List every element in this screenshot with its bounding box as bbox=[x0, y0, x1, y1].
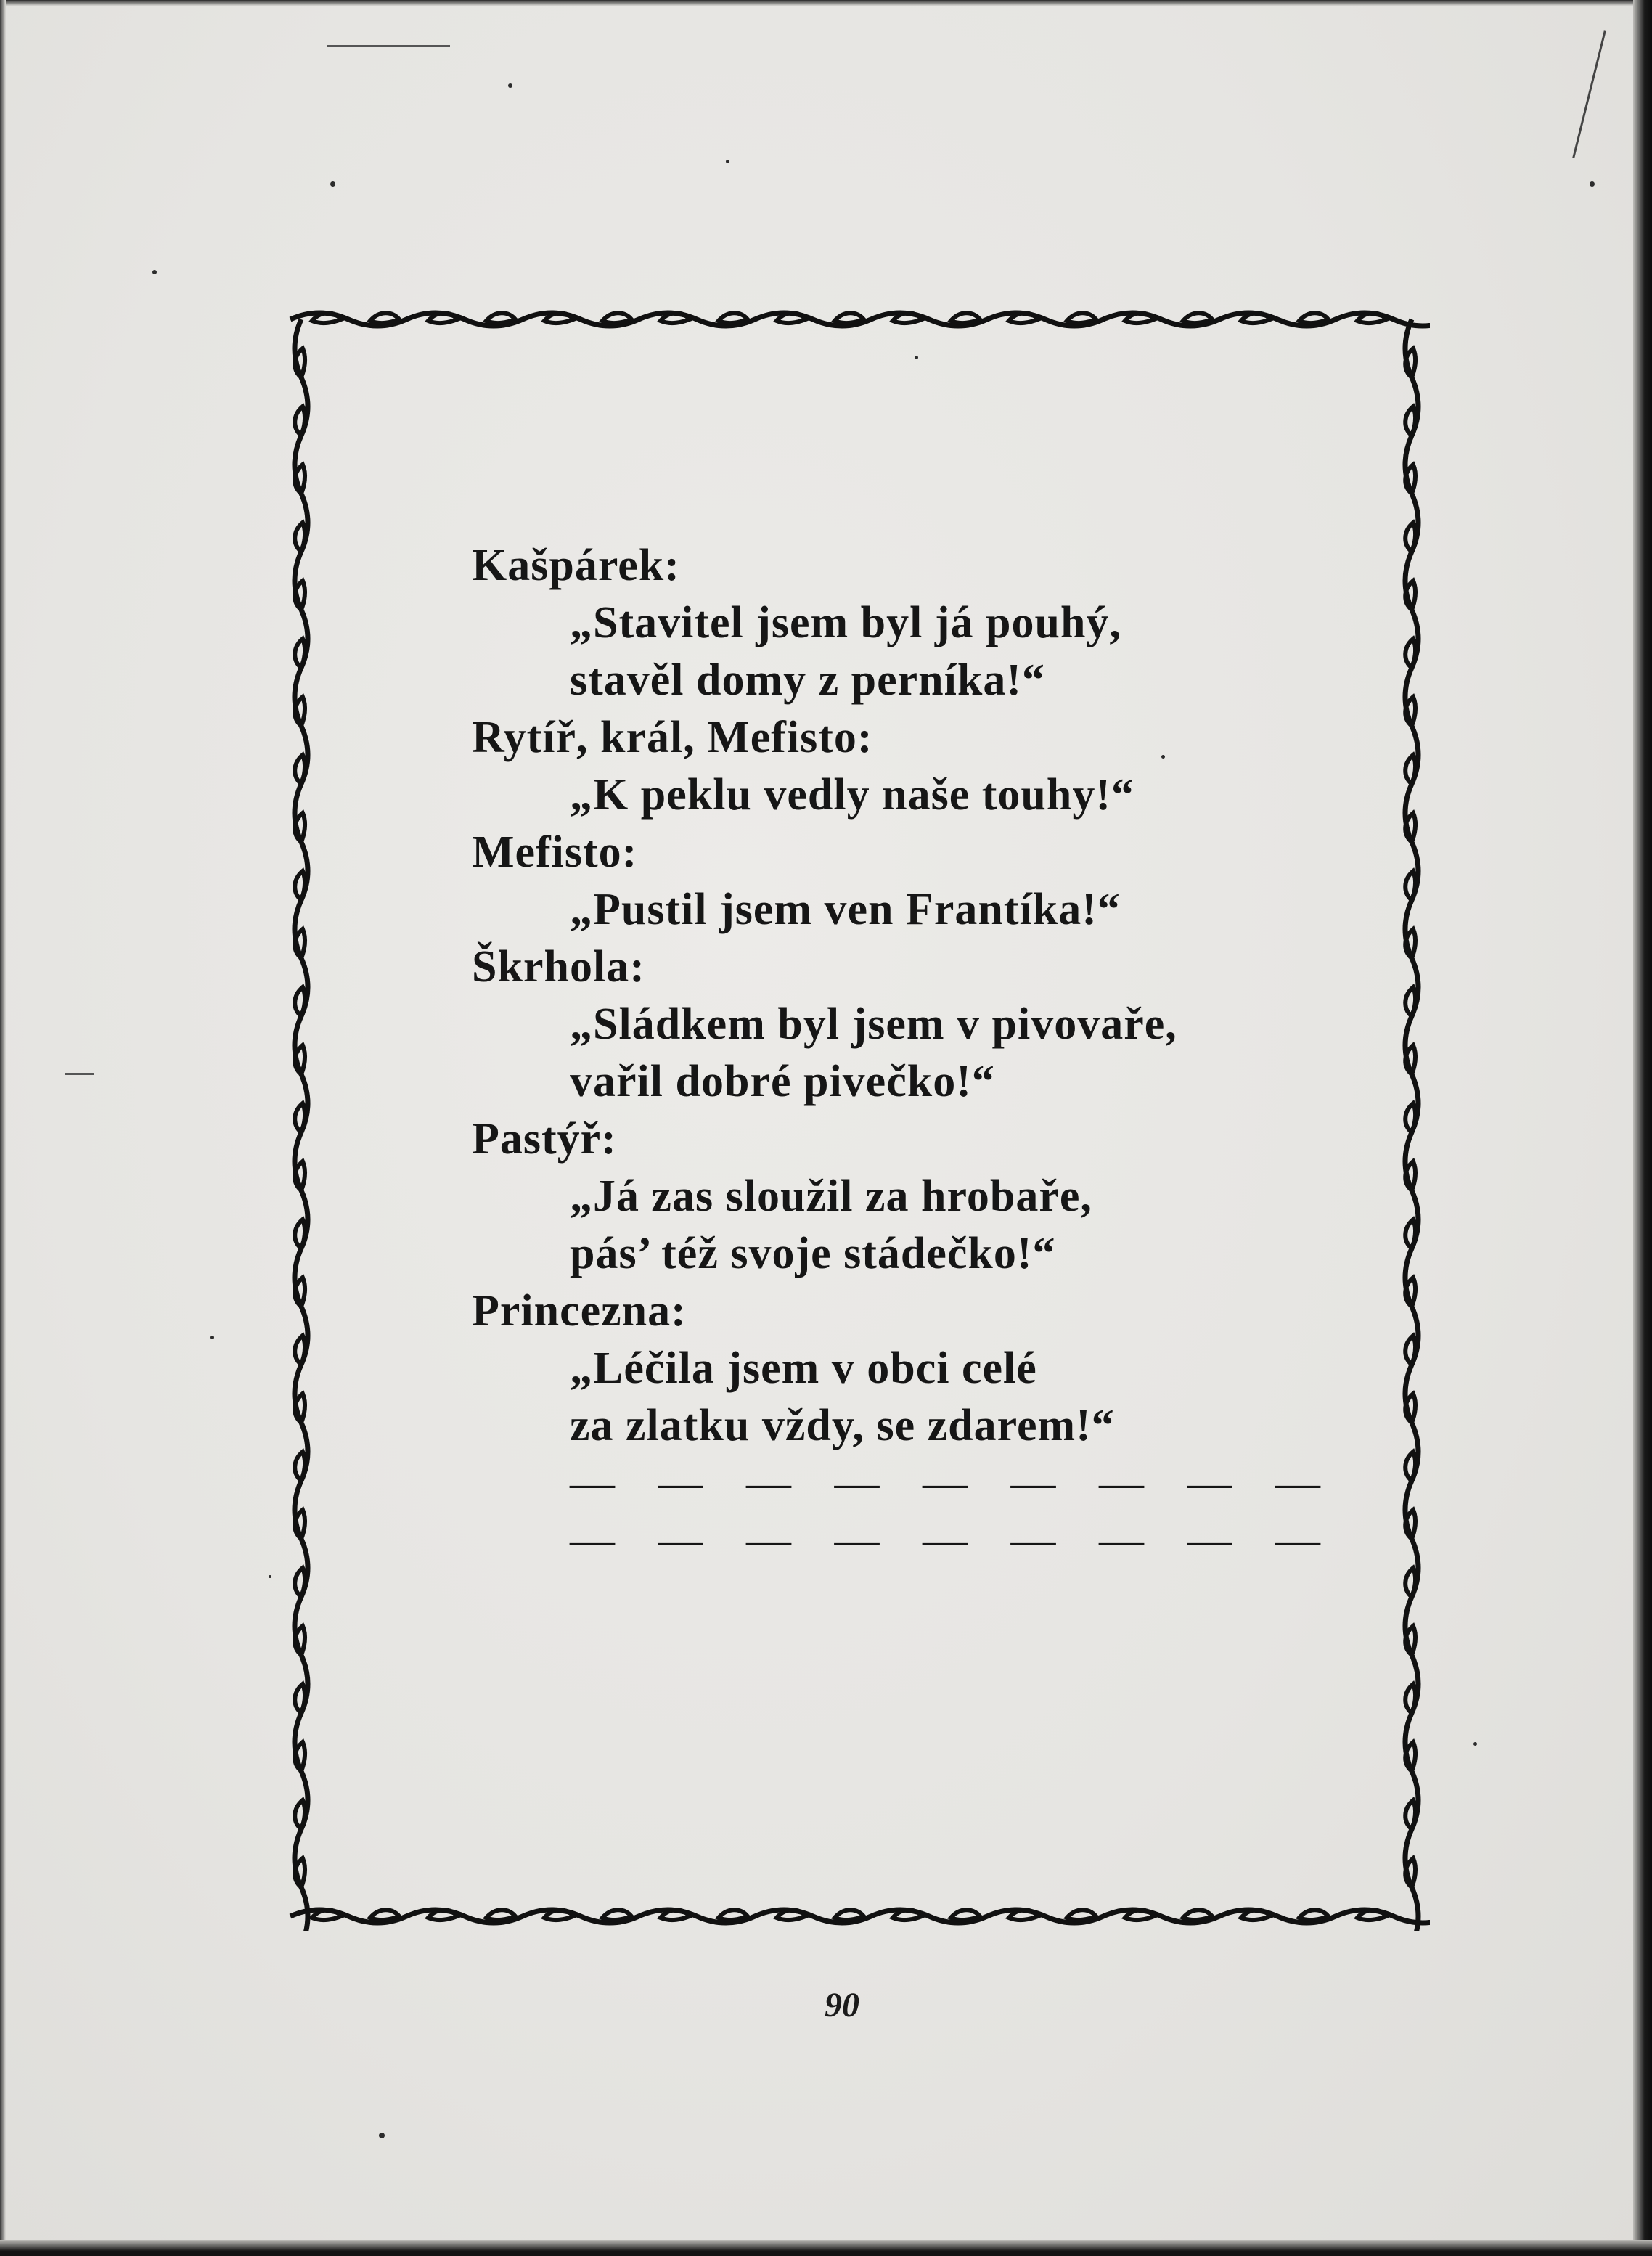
verse-line: stavěl domy z perníka!“ bbox=[570, 655, 1046, 705]
dash-separator: — — — — — — — — — bbox=[570, 1516, 1336, 1565]
verse-line: „Sládkem byl jsem v pivovaře, bbox=[570, 1000, 1177, 1049]
scan-edge-right bbox=[1633, 0, 1652, 2256]
verse-line: „Stavitel jsem byl já pouhý, bbox=[570, 598, 1121, 647]
poem-text bbox=[472, 537, 1343, 1569]
verse-line: za zlatku vždy, se zdarem!“ bbox=[570, 1401, 1115, 1450]
verse-line: „Já zas sloužil za hrobaře, bbox=[570, 1172, 1092, 1221]
verse-line: pás’ též svoje stádečko!“ bbox=[570, 1229, 1056, 1278]
verse-line: „Léčila jsem v obci celé bbox=[570, 1344, 1037, 1393]
speaker-skrhola: Škrhola: bbox=[472, 942, 645, 992]
page-number: 90 bbox=[825, 1986, 859, 2024]
dash-separator: — — — — — — — — — bbox=[570, 1458, 1336, 1508]
scan-edge-left bbox=[0, 0, 6, 2256]
scan-scratch-right bbox=[1572, 30, 1606, 158]
scan-scratch-top bbox=[327, 45, 450, 47]
verse-line: „K peklu vedly naše touhy!“ bbox=[570, 770, 1135, 820]
scan-edge-top bbox=[0, 0, 1652, 6]
scan-scratch-left bbox=[65, 1073, 94, 1075]
speaker-mefisto: Mefisto: bbox=[472, 827, 638, 877]
speaker-rytir-kral-mefisto: Rytíř, král, Mefisto: bbox=[472, 713, 873, 762]
scan-edge-bottom bbox=[0, 2240, 1652, 2256]
speaker-princezna: Princezna: bbox=[472, 1286, 687, 1336]
verse-line: vařil dobré pivečko!“ bbox=[570, 1057, 995, 1106]
speaker-kasparek: Kašpárek: bbox=[472, 541, 680, 590]
speaker-pastyr: Pastýř: bbox=[472, 1114, 617, 1164]
verse-line: „Pustil jsem ven Frantíka!“ bbox=[570, 885, 1121, 934]
